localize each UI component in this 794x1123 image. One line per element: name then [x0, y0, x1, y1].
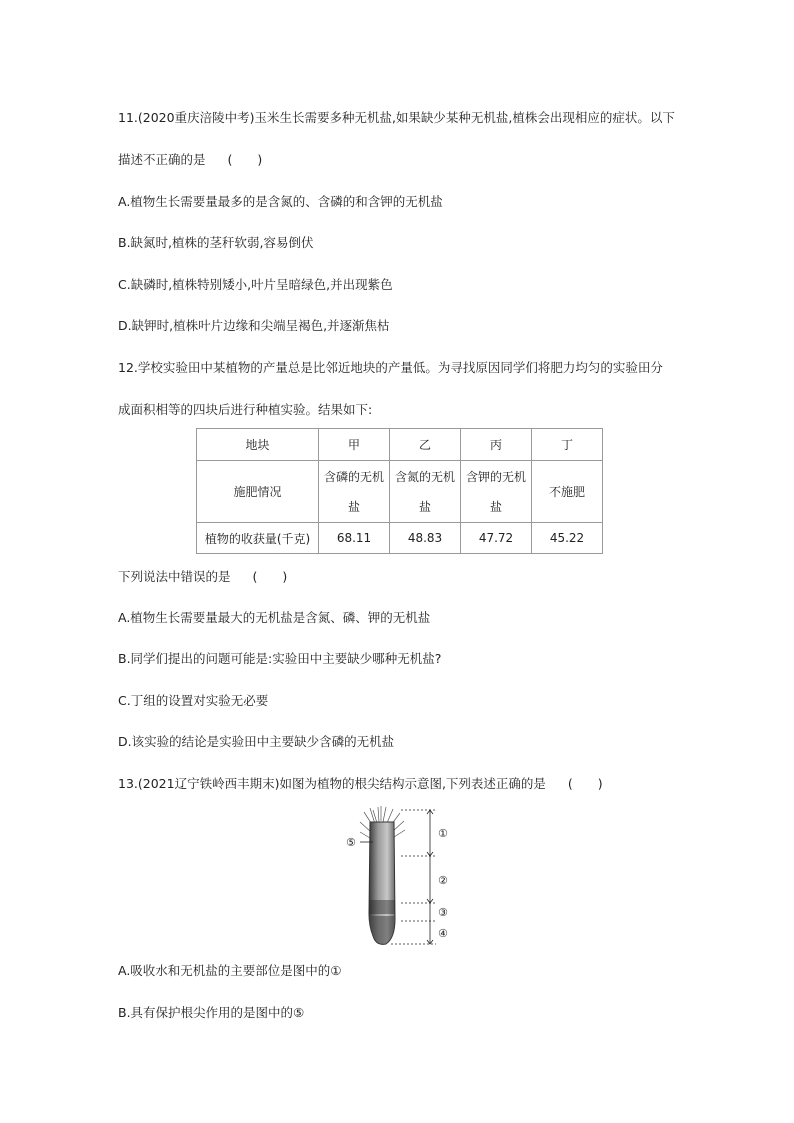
q12-option-c: C.丁组的设置对实验无必要 [118, 693, 269, 708]
q11-stem-line2 [118, 152, 262, 168]
root-tip-diagram [346, 804, 460, 950]
region-scale [391, 810, 436, 944]
table-header-cell: 地块 [197, 429, 319, 461]
table-row-label: 施肥情况 [197, 461, 319, 523]
figure-label-1: ① [438, 827, 448, 840]
q12-question-text: 下列说法中错误的是 [118, 569, 231, 584]
q13-option-b: B.具有保护根尖作用的是图中的⑤ [118, 1005, 305, 1020]
q12-stem-line1: 12.学校实验田中某植物的产量总是比邻近地块的产量低。为寻找原因同学们将肥力均匀的实验田分 [118, 360, 663, 375]
table-cell [532, 461, 603, 523]
meristem-band [369, 900, 395, 914]
table-cell-line: 含氮的无机 [394, 469, 455, 484]
table-cell [461, 461, 532, 523]
table-header-row [197, 429, 603, 461]
q11-stem-text: 描述不正确的是 [118, 152, 206, 167]
q13-stem-text: 13.(2021辽宁铁岭西丰期末)如图为植物的根尖结构示意图,下列表述正确的是 [118, 776, 546, 791]
q11-answer-paren: ( ) [227, 152, 263, 167]
table-cell [390, 461, 461, 523]
table-cell-line: 含钾的无机 [465, 469, 526, 484]
table-row-label: 植物的收获量(千克) [197, 523, 319, 554]
table-header-cell: 丙 [461, 429, 532, 461]
q13-answer-paren: ( ) [567, 776, 603, 791]
table-cell-line: 盐 [418, 499, 431, 514]
q13-stem [118, 776, 603, 792]
q11-option-b: B.缺氮时,植株的茎秆软弱,容易倒伏 [118, 235, 314, 250]
table-cell: 48.83 [390, 523, 461, 554]
q11-option-c: C.缺磷时,植株特别矮小,叶片呈暗绿色,并出现紫色 [118, 277, 393, 292]
table-cell-line: 盐 [489, 499, 502, 514]
table-cell: 47.72 [461, 523, 532, 554]
figure-label-5: ⑤ [346, 836, 356, 849]
table-cell: 45.22 [532, 523, 603, 554]
table-row-yield [197, 523, 603, 554]
table-header-cell: 甲 [319, 429, 390, 461]
q11-stem-line1: 11.(2020重庆涪陵中考)玉米生长需要多种无机盐,如果缺少某种无机盐,植株会出现相应的症状。以下 [118, 110, 675, 125]
table-cell [319, 461, 390, 523]
figure-label-3: ③ [438, 906, 448, 919]
root-cap-region [369, 916, 395, 944]
table-header-cell: 乙 [390, 429, 461, 461]
q11-option-d: D.缺钾时,植株叶片边缘和尖端呈褐色,并逐渐焦枯 [118, 318, 390, 333]
q12-stem-line2: 成面积相等的四块后进行种植实验。结果如下: [118, 402, 373, 417]
figure-label-4: ④ [438, 927, 448, 940]
table-header-cell: 丁 [532, 429, 603, 461]
q12-option-d: D.该实验的结论是实验田中主要缺少含磷的无机盐 [118, 734, 395, 749]
q12-option-b: B.同学们提出的问题可能是:实验田中主要缺少哪种无机盐? [118, 651, 442, 666]
q12-results-table [196, 428, 603, 554]
table-cell-line: 含磷的无机 [323, 469, 384, 484]
table-cell-line: 不施肥 [548, 484, 585, 499]
figure-label-2: ② [438, 874, 448, 887]
q13-option-a: A.吸收水和无机盐的主要部位是图中的① [118, 963, 342, 978]
table-row-fertilizer [197, 461, 603, 523]
q12-answer-paren: ( ) [252, 569, 288, 584]
q11-option-a: A.植物生长需要量最多的是含氮的、含磷的和含钾的无机盐 [118, 194, 443, 209]
table-cell-line: 盐 [347, 499, 360, 514]
q12-option-a: A.植物生长需要量最大的无机盐是含氮、磷、钾的无机盐 [118, 610, 431, 625]
q12-question [118, 569, 287, 585]
table-cell: 68.11 [319, 523, 390, 554]
